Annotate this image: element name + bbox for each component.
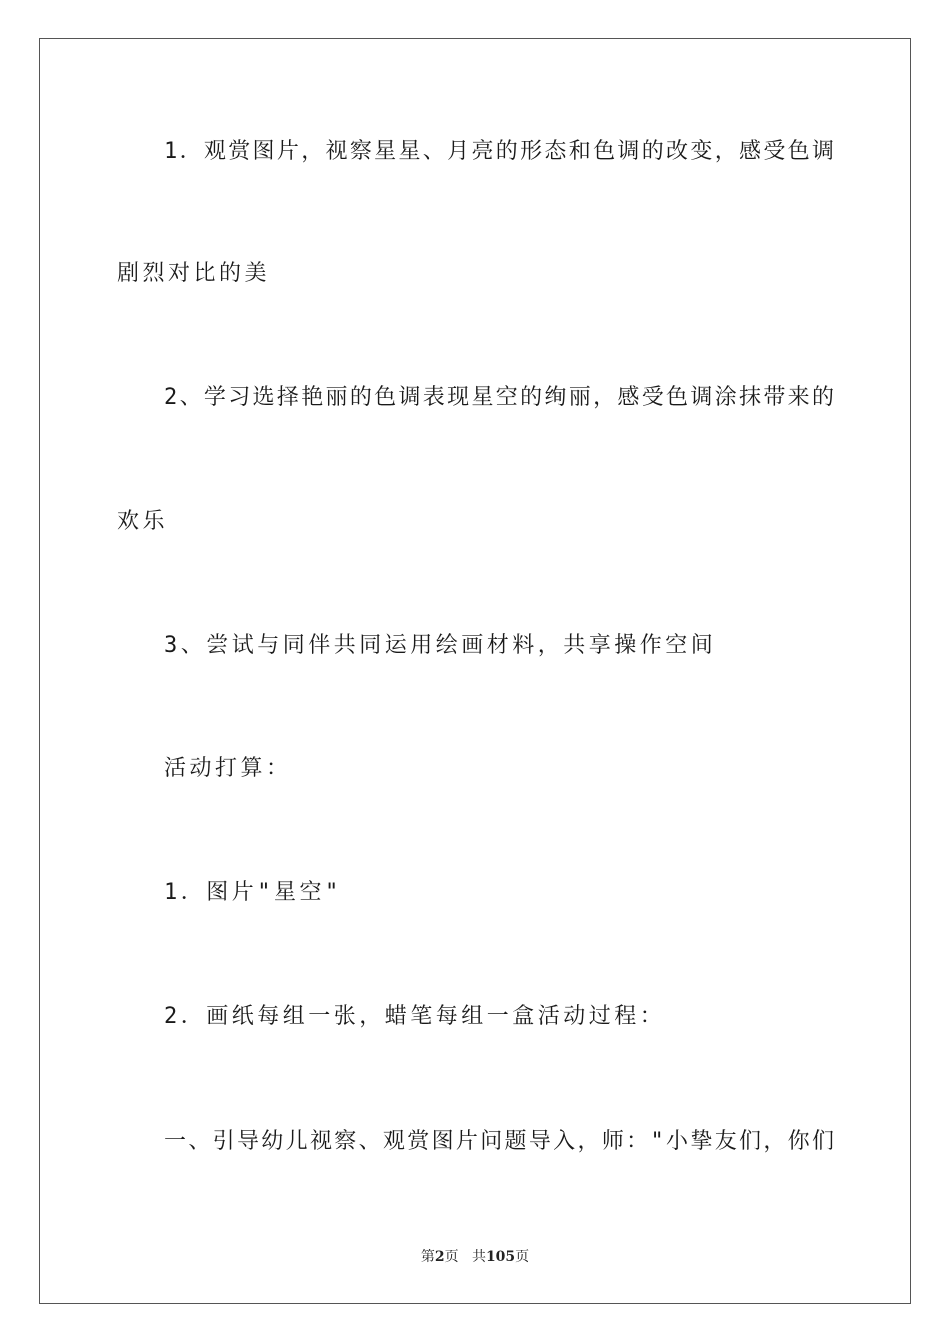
page-border <box>39 38 911 1304</box>
footer-page-prefix: 第 <box>420 1249 435 1265</box>
paragraph-line-7: 1．图片"星空" <box>164 880 342 905</box>
paragraph-line-3: 2、学习选择艳丽的色调表现星空的绚丽，感受色调涂抹带来的 <box>164 385 834 410</box>
paragraph-line-4: 欢乐 <box>117 509 169 534</box>
footer-page-suffix: 页 <box>444 1249 459 1265</box>
footer-total-prefix: 共 <box>471 1249 486 1265</box>
paragraph-line-9: 一、引导幼儿视察、观赏图片问题导入，师："小挚友们，你们 <box>164 1129 834 1154</box>
paragraph-line-1: 1．观赏图片，视察星星、月亮的形态和色调的改变，感受色调 <box>164 139 834 164</box>
paragraph-line-2: 剧烈对比的美 <box>117 261 271 286</box>
footer-page-number: 2 <box>434 1249 445 1265</box>
paragraph-line-8: 2．画纸每组一张，蜡笔每组一盒活动过程： <box>164 1004 666 1029</box>
paragraph-line-6: 活动打算： <box>164 756 292 781</box>
footer-total-pages: 105 <box>485 1249 516 1265</box>
footer-total-suffix: 页 <box>515 1249 530 1265</box>
paragraph-line-5: 3、尝试与同伴共同运用绘画材料，共享操作空间 <box>164 633 717 658</box>
page-footer <box>0 1246 950 1266</box>
